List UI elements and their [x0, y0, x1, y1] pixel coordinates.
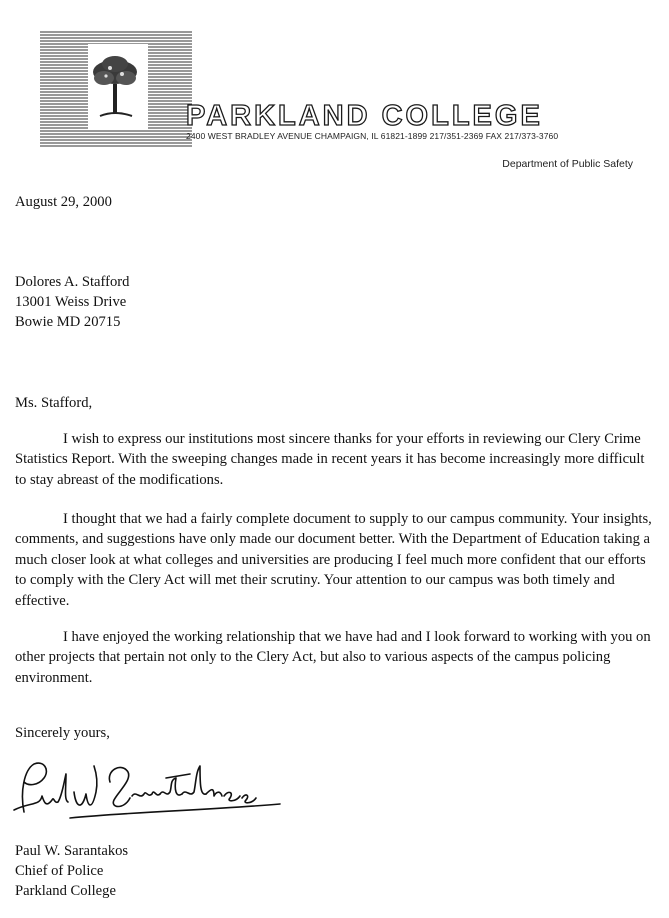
salutation: Ms. Stafford, — [15, 395, 93, 411]
college-address: 2400 WEST BRADLEY AVENUE CHAMPAIGN, IL 61821-1899 217/351-2369 FAX 217/373-3760 — [186, 131, 559, 141]
body-paragraph-1: I wish to express our institutions most sincere thanks for your efforts in reviewing our Clery Crime Statistics Report. With the sweeping changes made in recent years it has become increasingly more difficult to stay abreast of the modifications. — [15, 431, 645, 488]
sender-organization: Parkland College — [15, 883, 116, 899]
sender-title: Chief of Police — [15, 863, 104, 879]
recipient-street: 13001 Weiss Drive — [15, 294, 127, 310]
parkland-college-logo — [40, 30, 192, 150]
sender-name: Paul W. Sarantakos — [15, 843, 129, 859]
letter-date: August 29, 2000 — [15, 194, 112, 210]
recipient-city: Bowie MD 20715 — [15, 314, 121, 330]
body-paragraph-3: I have enjoyed the working relationship that we have had and I look forward to working with you on other projects that pertain not only to the Clery Act, but also to various aspects of the campus policing environment. — [15, 629, 651, 686]
handwritten-signature — [10, 752, 300, 826]
body-paragraph-2: I thought that we had a fairly complete document to supply to our campus community. Your insights, comments, and suggestions have only made our document better. With the Department of Education taking a much closer look at what colleges and universities are producing I feel much more confident that our efforts to comply with the Clery Act will met their scrutiny. Your attention to our campus was both timely and effective. — [15, 511, 652, 609]
recipient-name: Dolores A. Stafford — [15, 274, 130, 290]
department-name: Department of Public Safety — [502, 158, 633, 170]
closing: Sincerely yours, — [15, 725, 110, 741]
college-name: PARKLAND COLLEGE — [186, 100, 543, 132]
